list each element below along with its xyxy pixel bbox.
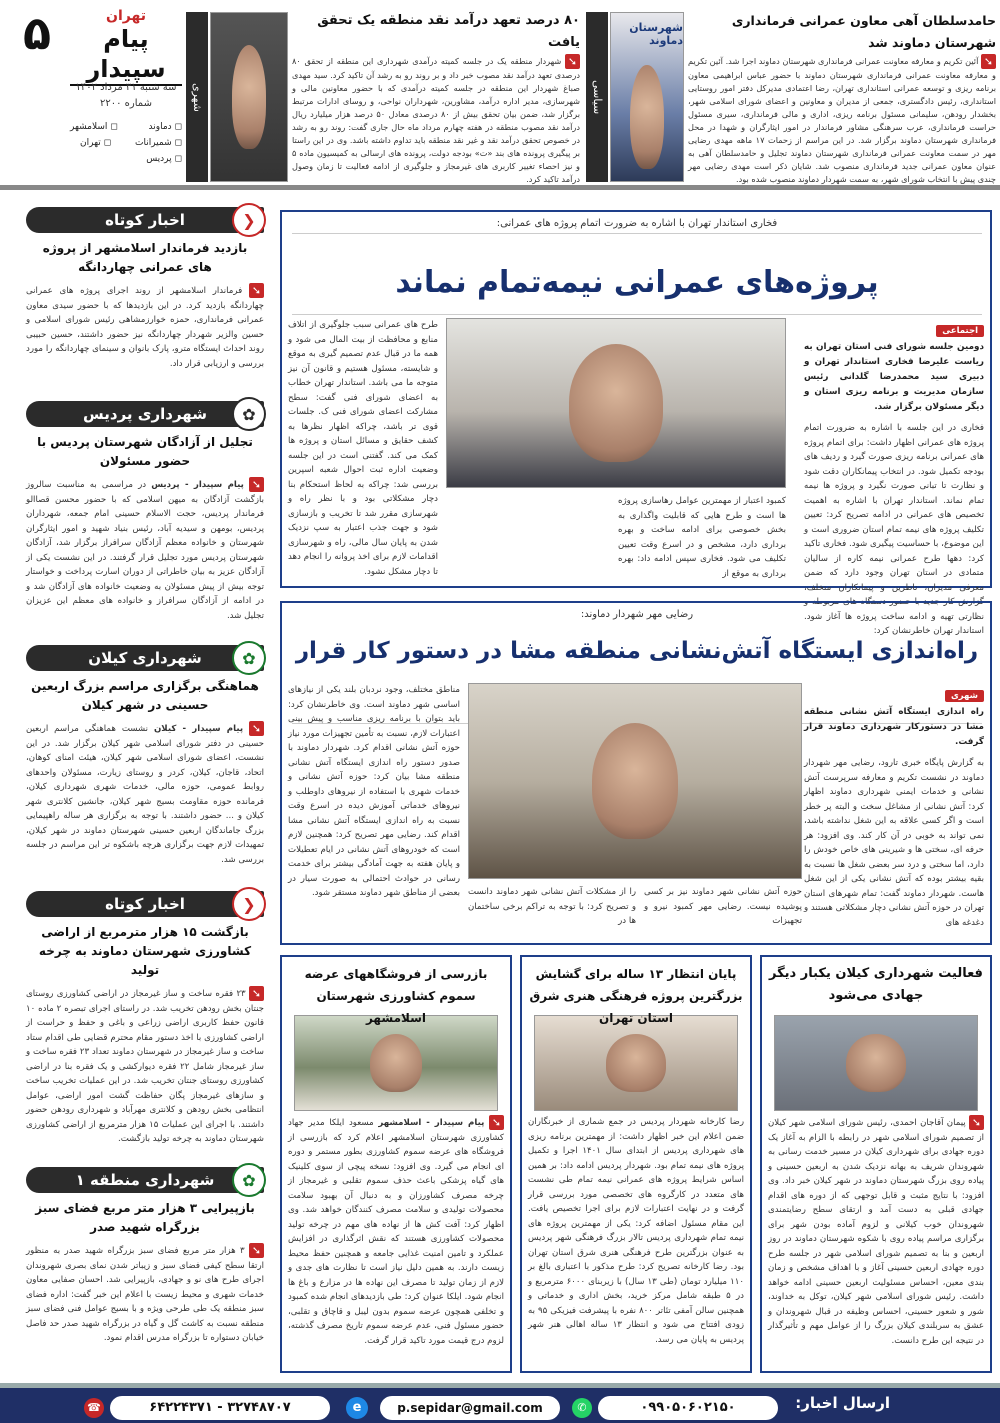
top-right-label: سیاسی <box>586 12 608 182</box>
bottom-body: ➘ پیمان آقاجان احمدی، رئیس شورای اسلامی شهر کیلان از تصمیم شورای اسلامی شهر در رابطه با الزام به آغاز یک دوره جهادی برای شهرداری کیلان در مسیر خدمت رسانی به شهروندان شریف به بهانه نزدیک شدن به اربعین حسینی و پیاده روی بزرگ شهرستان دماوند در شهر کیلان خبر داد. وی افزود: با نتایج مثبت و قابل توجهی که از دوره های اقدام جهادی قبلی به دست آمد و ارتقای سطح رضایتمندی شهروندان خوب کیلانی و لزوم آماده بودن شهر برای برگزاری مراسم پیاده روی با شکوه شهرستان دماوند در روز اربعین و بنا به تصمیم شورای اسلامی شهر در جلسه طرح دوره جهادی اربعین حسینی آغاز و با اهداف مشخص و زمان بندی معین، احساس مسئولیت اربعین حسینی ادامه خواهد داشت. رئیس شورای اسلامی شهر کیلان، توکل به خداوند، شور و شعور حسینی، احساس وظیفه در قبال شهروندان و عشق به سربلندی کیلان بزرگ را از عوامل مهم و تأثیرگذار در نتیجه این طرح دانست. <box>768 1116 984 1346</box>
bottom-article <box>280 955 512 1373</box>
arrow-icon: ➘ <box>981 54 996 69</box>
section-title: بازپیرایی ۳ هزار متر مربع فضای سبز بزرگراه شهید صدر <box>35 1201 255 1234</box>
arrow-icon: ➘ <box>249 283 264 298</box>
footer-email: p.sepidar@gmail.com <box>380 1396 560 1420</box>
masthead <box>0 0 1000 190</box>
footer-phone: ۰۹۹۰۵۰۶۰۲۱۵۰ <box>598 1396 778 1420</box>
section-title: بازگشت ۱۵ هزار مترمربع از اراضی کشاورزی شهرستان دماوند به چرخه تولید <box>38 925 252 977</box>
red-arrow-logo-icon: ❮ <box>232 887 266 921</box>
sidebar-section <box>26 401 264 639</box>
area-pardis: ◻ پردیس <box>146 154 182 164</box>
top-right-body: ➘ آئین تکریم و معارفه معاونت عمرانی فرمانداری شهرستان دماوند اجرا شد. آئین تکریم و معارفه معاونت عمرانی فرمانداری شهرستان دماوند با حضور عباس ابراهیمی معاون برنامه ریزی و توسعه عمرانی استانداری تهران، رضا اعتمادی مدیرکل دفتر امور روستایی استانداری، رئیس دادگستری، جمعی از مدیران و معاونین و اعضای شورای اسلامی شهر، بخشدار رودهن، سلیمانی مسئول برنامه ریزی، اداری و مالی فرمانداری، سیری مسئول حراست فرمانداری، عرب سرهنگی مشاور فرماندار در امور ایثارگران و شهدا در محل فرمانداری شهرستان دماوند برگزار شد. در این مراسم از زحمات ۱۷ ماهه مهدی رضایی مهر در سمت معاونت عمرانی فرمانداری شهرستان دماوند تجلیل و حامدسلطان آهی به عنوان معاون عمرانی جدید فرمانداری منصوب شد. شایان ذکر است مهدی رضایی مهر چندی پیش با انتخاب شورای شهر، به سمت شهردار دماوند منصوب شده بود. <box>688 55 996 184</box>
area-tehran: ◻ تهران <box>80 138 112 148</box>
feature2-body-col3: را از مشکلات آتش نشانی شهر دماوند دانست و تصریح کرد: با توجه به تراکم برخی ساختمان ها در <box>468 887 636 926</box>
arrow-icon: ➘ <box>249 986 264 1001</box>
area-shemiranat: ◻ شمیرانات <box>135 138 182 148</box>
bottom-headline: فعالیت شهرداری کیلان یکبار دیگر جهادی می‌شود <box>769 966 983 1003</box>
issue: شماره ۲۲۰۰ <box>100 98 152 109</box>
section-header: اخبار کوتاه ❮ <box>26 207 264 233</box>
feature-article-2 <box>280 601 992 945</box>
footer-landline: ۳۲۷۴۸۷۰۷ - ۶۴۲۲۴۳۷۱ <box>110 1396 330 1420</box>
feature2-photo <box>468 683 802 879</box>
section-body: ➘ ۳ هزار متر مربع فضای سبز بزرگراه شهید صدر به منظور ارتقا سطح کیفی فضای سبز و زیباتر شدن نمای بصری شهروندان اجرای طرح های نو و جهادی، بازپیرایی شد. احسان صفایی معاون خدمات شهری و محیط زیست با اعلام این خبر گفت: اداره فضای سبز منطقه یک طی طرحی ویژه و با بسیج عوامل فنی فضای سبز منطقه نسبت به کاشت گل و گیاه در بزرگراه شهید صدر حد فاصل خیابان دستواره تا بزرگراه مدرس اقدام نمود. <box>26 1244 264 1343</box>
top-left-photo <box>210 12 288 182</box>
bottom-body: ➘ پیام سپیدار - اسلامشهر مسعود ایلکا مدیر جهاد کشاورزی شهرستان اسلامشهر اعلام کرد که بازرسی از فروشگاه های عرضه سموم کشاورزی بطور مستمر و دوره ای انجام می گیرد. وی افزود: نسخه پیچی از سوی کلینیک های گیاه پزشکی باعث حذف سموم تقلبی و غیرمجاز از چرخه مصرف کشاورزان و به دنبال آن بهبود سلامت محصولات تولیدی و سلامت مصرف کنندگان خواهد شد. وی اظهار کرد: آفت کش ها از نهاده های مهم در چرخه تولید محصولات کشاورزی هستند که نقش اثرگذاری در افزایش عملکرد و تامین امنیت غذایی جامعه و همچنین حفظ محیط زیست دارند. به همین دلیل نیاز است تا نظارت های جدی و لازم از زمان تولید تا مصرف این نهاده ها در مزارع و باغ ها انجام شود. ایلکا عنوان کرد: طی بازدیدهای انجام شده کمبود و تخلفی همچون عرضه سموم بدون لیبل و قاچاق و تقلبی، حضور مسئول فنی، عدم عرضه سموم تاریخ مصرف گذشته، لزوم درج قیمت مورد تاکید قرار گرفت. <box>288 1116 504 1346</box>
feature1-right-col <box>804 318 984 636</box>
feature1-body-col2: کمبود اعتبار از مهمترین عوامل رهاسازی پروژه ها است و طرح هایی که قابلیت واگذاری به بخش خصوصی برای ادامه ساخت و بهره برداری دارد، مشخص و در اسرع وقت تعیین تکلیف می شود. فخاری سپس ادامه داد: بهره برداری به موقع از <box>618 496 786 579</box>
sidebar-section <box>26 645 264 885</box>
feature2-kicker: رضایی مهر شهردار دماوند: <box>580 609 694 620</box>
arrow-icon: ➘ <box>969 1115 984 1130</box>
section-body: ➘ پیام سپیدار - کیلان نشست هماهنگی مراسم اربعین حسینی در دفتر شورای اسلامی شهر کیلان برگزار شد. در این نشست، اعضای شورای اسلامی شهر کیلان، هیئت امنای کوهان، اتحاد، قاجان، کیلان، کردر و روستای زیارت، مسئولان واحدهای روابط عمومی، حوزه مالی، خدمات شهری شهرداری کیلان، فرمانده حوزه مقاومت بسیج شهر کیلان، جانشین کلانتری شهر کیلان و ... حضور داشتند. با توجه به برگزاری هر ساله راهپیمایی بزرگ جاماندگان اربعین حسینی شهرستان دماوند در شهر کیلان، تمهیدات لازم جهت برگزاری هرچه باشکوه تر این مراسم در جلسه بررسی شد. <box>26 722 264 865</box>
footer-bar <box>0 1383 1000 1423</box>
arrow-icon: ➘ <box>565 54 580 69</box>
photo-sign: شهرستان دماوند <box>629 21 683 47</box>
bottom-photo <box>534 1015 738 1111</box>
phone-icon: ☎ <box>84 1398 104 1418</box>
logo <box>70 8 182 83</box>
feature2-lead: راه اندازی ایستگاه آتش نشانی منطقه مشا در دستورکار شهرداری دماوند قرار گرفت. <box>804 707 984 747</box>
date: سه شنبه ۳۱ مرداد ۱۴۰۲ <box>75 82 177 93</box>
sidebar-section <box>26 207 264 395</box>
bottom-article <box>520 955 752 1373</box>
municipality-logo-icon: ✿ <box>232 397 266 431</box>
arrow-icon: ➘ <box>249 721 264 736</box>
section-title: بازدید فرماندار اسلامشهر از پروژه های عمرانی چهاردانگه <box>42 241 248 274</box>
top-left-body: ➘ شهردار منطقه یک در جلسه کمیته درآمدی شهرداری این منطقه از تحقق ۸۰ درصدی تعهد درآمد نقد مصوب خبر داد و بر روند رو به رشد آن تاکید کرد. سید مهدی صباغ شهردار این منطقه در جلسه کمیته درآمدی که با حضور معاونین مالی و شهرسازی، مدیر اداره درآمد، مشاورین، شهرداران نواحی، و روسای ادارات مرتبط برگزار شد، ضمن بیان تحقق بیش از ۸۰ درصدی معادل ۵۰ درصد هزار میلیارد ریال درآمد نقد مصوب منطقه در هفته چهارم مرداد ماه حال جاری گفت: روند رو به رشد در خصوص تحقق درآمد نقد و غیر نقد منطقه باید تداوم داشته باشد. وی در این راستا بر پیگیری پرونده های بند «ت» بودجه دولت، پرونده های ارسالی به کمیسیون ماده ۵ و نیز احصاء تغییر کاربری های غیرمجاز و جلوگیری از ادامه فعالیت تا زمان وصول درآمد تاکید کرد. <box>292 55 580 184</box>
municipality-logo-icon: ✿ <box>232 641 266 675</box>
sidebar-section <box>26 1167 264 1372</box>
bottom-body: رضا کارخانه شهردار پردیس در جمع شماری از خبرنگاران ضمن اعلام این خبر اظهار داشت: از مهمترین برنامه ریزی های شهرداری پردیس از ابتدای سال ۱۴۰۱ اجرا و تکمیل پروژه های نیمه تمام بود. شهردار پردیس ادامه داد: بر همین اساس شرایط پروژه های عمرانی نیمه تمام طی نشست های متعدد در کارگروه های تخصصی مورد بررسی قرار گرفت و در نهایت اعتبارات لازم برای اجرا تخصیص یافت. این مقام مسئول اضافه کرد: یکی از مهمترین پروژه های نیمه تمام شهرداری پردیس تالار بزرگ فرهنگی شهر پردیس به عنوان بزرگترین طرح فرهنگی هنری شرق استان تهران بود. رضا کارخانه تصریح کرد: طرح مذکور با اعتباری بالغ بر ۱۱۰ میلیارد تومان (طی ۱۳ سال) با زیربنای ۶۰۰۰ مترمربع و در ۵ طبقه شامل مرکز خرید، بخش اداری و خدماتی و همچنین سالن آمفی تئاتر ۸۰۰ نفره با پیشرفت فیزیکی ۹۵ به زودی افتتاح می شود و انتظار ۱۳ ساله اهالی هنر شهر پردیس به پایان می رسد. <box>528 1117 745 1345</box>
area-damavand: ◻ دماوند <box>148 122 182 132</box>
section-body: ➘ پیام سپیدار - پردیس در مراسمی به مناسبت سالروز بازگشت آزادگان به میهن اسلامی که با حضور محسن قصاالو فرماندار پردیس، حجت الاسلام حسینی امام جمعه، شهرداران پردیس، بومهن و سیدیه آباد، رئیس بنیاد شهید و امور ایثارگران شهرستان و خانواده معظم آزادگان سرافراز برگزار شد، آزادگان شهرستان پردیس مورد تجلیل قرار گرفتند. در این نشست یکی از آزادگان عزیز به بیان خاطراتی از دوران اسارت پرداخت و خواستار توجه بیش از پیش مسئولان به وضعیت خانواده های آزادگان شد و در ادامه از آزادگان سرافراز و خانواده های معظم این عزیزان تجلیل شد. <box>26 478 264 621</box>
top-left-story <box>292 10 580 188</box>
arrow-icon: ➘ <box>489 1115 504 1130</box>
page-number: ۵ <box>22 6 52 60</box>
bottom-photo <box>774 1015 978 1111</box>
red-arrow-logo-icon: ❮ <box>232 203 266 237</box>
top-left-title: ۸۰ درصد تعهد درآمد نقد منطقه یک تحقق یافت <box>317 13 580 50</box>
feature2-body-col1: به گزارش پایگاه خبری تارود، رضایی مهر شهردار دماوند در نشست تکریم و معارفه سرپرست آتش نشانی و خدمات ایمنی شهرداری دماوند اظهار کرد: آتش نشانی از مشاغل سخت و البته پر خطر است و اگر کسی علاقه به این شغل نداشته باشد، نمی تواند به خوبی در آن کار کند. وی افزود: هر حرفه ای، سختی ها و شیرینی های خاص خودش را دارد، اما سختی و درد سر بعضی شغل ها نسبت به بقیه بیشتر بوده که آتش نشانی یکی از این شغل هاست. شهردار دماوند گفت: تمام شهرهای استان تهران در حوزه آتش نشانی دچار مشکلاتی هستند و دغدغه های <box>804 758 984 928</box>
feature1-body-col1: فخاری در این جلسه با اشاره به ضرورت اتمام پروژه های عمرانی اظهار داشت: برای اتمام پروژه های عمرانی برنامه ریزی صورت گیرد و ردیف های بودجه تکمیل شود. در انتخاب پیمانکاران دقت شود و نظارت تا تبانی صورت نگیرد و پروژه ها نیمه تمام نماند. استاندار تهران با اشاره به اهمیت تخصیص های عمرانی در ادامه تصریح کرد: تعیین تکلیف پروژه های نیمه تمام استان ضروری است و این موضوع، با حساسیت پیگیری شود. فخاری تاکید کرد: دهها طرح عمرانی نیمه کاره از سالیان متمادی در استان تهران وجود دارد که ضمن معرفی مدیران، ناظرین و پیمانکاران متخلف، گزارش کار جدید با حضور دستگاه های مربوطه و نظارتی تهیه و ادامه ساخت پروژه ها آغاز شود. استاندار تهران خاطرنشان کرد: <box>804 423 984 636</box>
bottom-headline: پایان انتظار ۱۳ ساله برای گشایش بزرگترین پروژه فرهنگی هنری شرق استان تهران <box>529 967 743 1025</box>
arrow-icon: ➘ <box>249 477 264 492</box>
logo-main: پیام سپیدار <box>70 24 182 86</box>
arrow-icon: ➘ <box>249 1243 264 1258</box>
sidebar-section <box>26 891 264 1161</box>
section-title: تجلیل از آزادگان شهرستان پردیس با حضور مسئولان <box>37 435 253 468</box>
category-tag: اجتماعی <box>936 325 984 337</box>
whatsapp-icon: ✆ <box>572 1398 592 1418</box>
section-title: هماهنگی برگزاری مراسم بزرگ اربعین حسینی در شهر کیلان <box>31 679 259 712</box>
feature2-headline: راه‌اندازی ایستگاه آتش‌نشانی منطقه مشا در دستور کار قرار <box>292 627 982 724</box>
feature2-body-col2: حوزه آتش نشانی شهر دماوند نیز بر کسی پوشیده نیست. رضایی مهر کمبود نیرو و تجهیزات <box>644 887 802 926</box>
section-header: اخبار کوتاه ❮ <box>26 891 264 917</box>
feature2-body-col4: مناطق مختلف، وجود نردبان بلند یکی از نیازهای اساسی شهر دماوند است. وی خاطرنشان کرد: باید بتوان با برنامه ریزی مناسب و پیش بینی اعتبارات لازم، نسبت به تأمین تجهیزات مورد نیاز حوزه آتش نشانی اقدام کرد. شهردار دماوند با صدور دستور راه اندازی ایستگاه آتش نشانی منطقه مشا بیان کرد: حوزه آتش نشانی و خدمات شهری با استفاده از نیروهای داوطلب و نیروهای خدماتی آموزش دیده در اسرع وقت نسبت به راه اندازی ایستگاه آتش نشانی مشا اقدام کند. رضایی مهر تصریح کرد: همچنین لازم است که خودروهای آتش نشانی در ایام تعطیلات و پایان هفته به جهت آمادگی بیشتر برای خدمت رسانی در حوادث احتمالی به صورت سیار در بعضی از مناطق شهر دماوند مستقر شود. <box>288 685 460 898</box>
sidebar <box>26 207 264 1372</box>
top-right-photo <box>610 12 684 182</box>
section-header: شهرداری منطقه ۱ ✿ <box>26 1167 264 1193</box>
feature1-body-col3: طرح های عمرانی سبب جلوگیری از اتلاف منابع و محافظت از بیت المال می شود و همه ما در قبال عدم تصمیم گیری به موقع و شایسته، مسئول هستیم و قانون آن نیز متوجه ما می باشد. استاندار تهران خطاب به اعضای شورای فنی گفت: سطح مشارکت اعضای شورای فنی ک. جلسات قوی تر باشد، چراکه اظهار نظرها به کشف حقایق و مسائل استان و پروژه ها کمک می کند. گفتنی است در این جلسه وضعیت اداره ثبت احوال شعبه اسپرین بررسی شد: چراکه به لحاظ استحکام بنا دچار مشکلاتی بود و با نظر راه و شهرسازی مقرر شد تا تخریب و بازسازی شود و جهت جذب اعتبار به سپ نزدیک شدن به پایان سال مالی، راه و شهرسازی اقدامات لازم برای اخذ پروانه را انجام دهد تا دچار مشکل نشود. <box>288 320 438 577</box>
feature2-right-col <box>804 683 984 941</box>
municipality-logo-icon: ✿ <box>232 1163 266 1197</box>
logo-top: تهران <box>106 8 146 24</box>
feature1-photo <box>446 318 786 488</box>
area-eslamshahr: ◻ اسلامشهر <box>70 122 118 132</box>
section-header: شهرداری پردیس ✿ <box>26 401 264 427</box>
top-right-story <box>688 10 996 188</box>
internet-icon: e <box>346 1397 368 1419</box>
category-tag: شهری <box>945 690 984 702</box>
feature1-body-col2b <box>446 494 610 582</box>
feature1-kicker: فخاری استاندار تهران با اشاره به ضرورت اتمام پروژه های عمرانی: <box>292 218 982 234</box>
feature1-lead: دومین جلسه شورای فنی استان تهران به ریاست علیرضا فخاری استاندار تهران و دبیری سید محمدرضا گلدانی رئیس سازمان مدیریت و برنامه ریزی استان و دیگر مسئولان برگزار شد. <box>804 342 984 412</box>
bottom-photo <box>294 1015 498 1111</box>
top-left-label: شهری <box>186 12 208 182</box>
footer-send-label: ارسال اخبار: <box>795 1394 890 1412</box>
section-header: شهرداری کیلان ✿ <box>26 645 264 671</box>
bottom-headline: بازرسی از فروشگاههای عرضه سموم کشاورزی شهرستان اسلامشهر <box>304 967 488 1025</box>
bottom-article <box>760 955 992 1373</box>
feature1-headline: پروژه‌های عمرانی نیمه‌تمام نماند <box>292 252 982 315</box>
top-right-title: حامدسلطان آهی معاون عمرانی فرمانداری شهرستان دماوند شد <box>731 13 996 50</box>
section-body: ➘ ۲۳ فقره ساخت و ساز غیرمجاز در اراضی کشاورزی روستای جنتان بخش رودهن تخریب شد. در راستای اجرای تبصره ۲ ماده ۱۰ قانون حفظ کاربری اراضی زراعی و باغی و حفظ و حراست از اراضی کشاورزی با اخذ دستور مقام محترم قضایی طی اقدام ستاد ساخت و ساز غیرمجاز در شهرستان دماوند تعداد ۲۳ فقره ساخت و ساز غیرمجاز شامل ۲۲ فقره دیوارکشی و یک فقره بنا در اراضی کشاورزی روستای جنتان تخریب شد. در این عملیات تخریب ساخت و سازهای غیرمجاز پگان حفاظت گشت امور اراضی، عوامل انتظامی بخش رودهن و کلانتری مهرآباد و شهرداری رودهن حضور داشتند. با اجرای این عملیات ۱۵ هزار مترمربع از اراضی کشاورزی شهرستان دماوند به چرخه تولید بازگشت. <box>26 987 264 1144</box>
section-body: ➘ فرماندار اسلامشهر از روند اجرای پروژه های عمرانی چهاردانگه بازدید کرد. در این بازدیدها که با حضور سیدی معاون عمرانی فرمانداری، حمزه خوارزمشاهی رئیس شورای اسلامی و حسین والزیر شهردار چهاردانگه نیز حضور داشتند، حسین حبیبی روند احداث ایستگاه مترو، پارک بانوان و سینمای چهاردانگه را مورد بررسی و ارزیابی قرار داد. <box>26 284 264 369</box>
areas-list <box>70 120 182 182</box>
